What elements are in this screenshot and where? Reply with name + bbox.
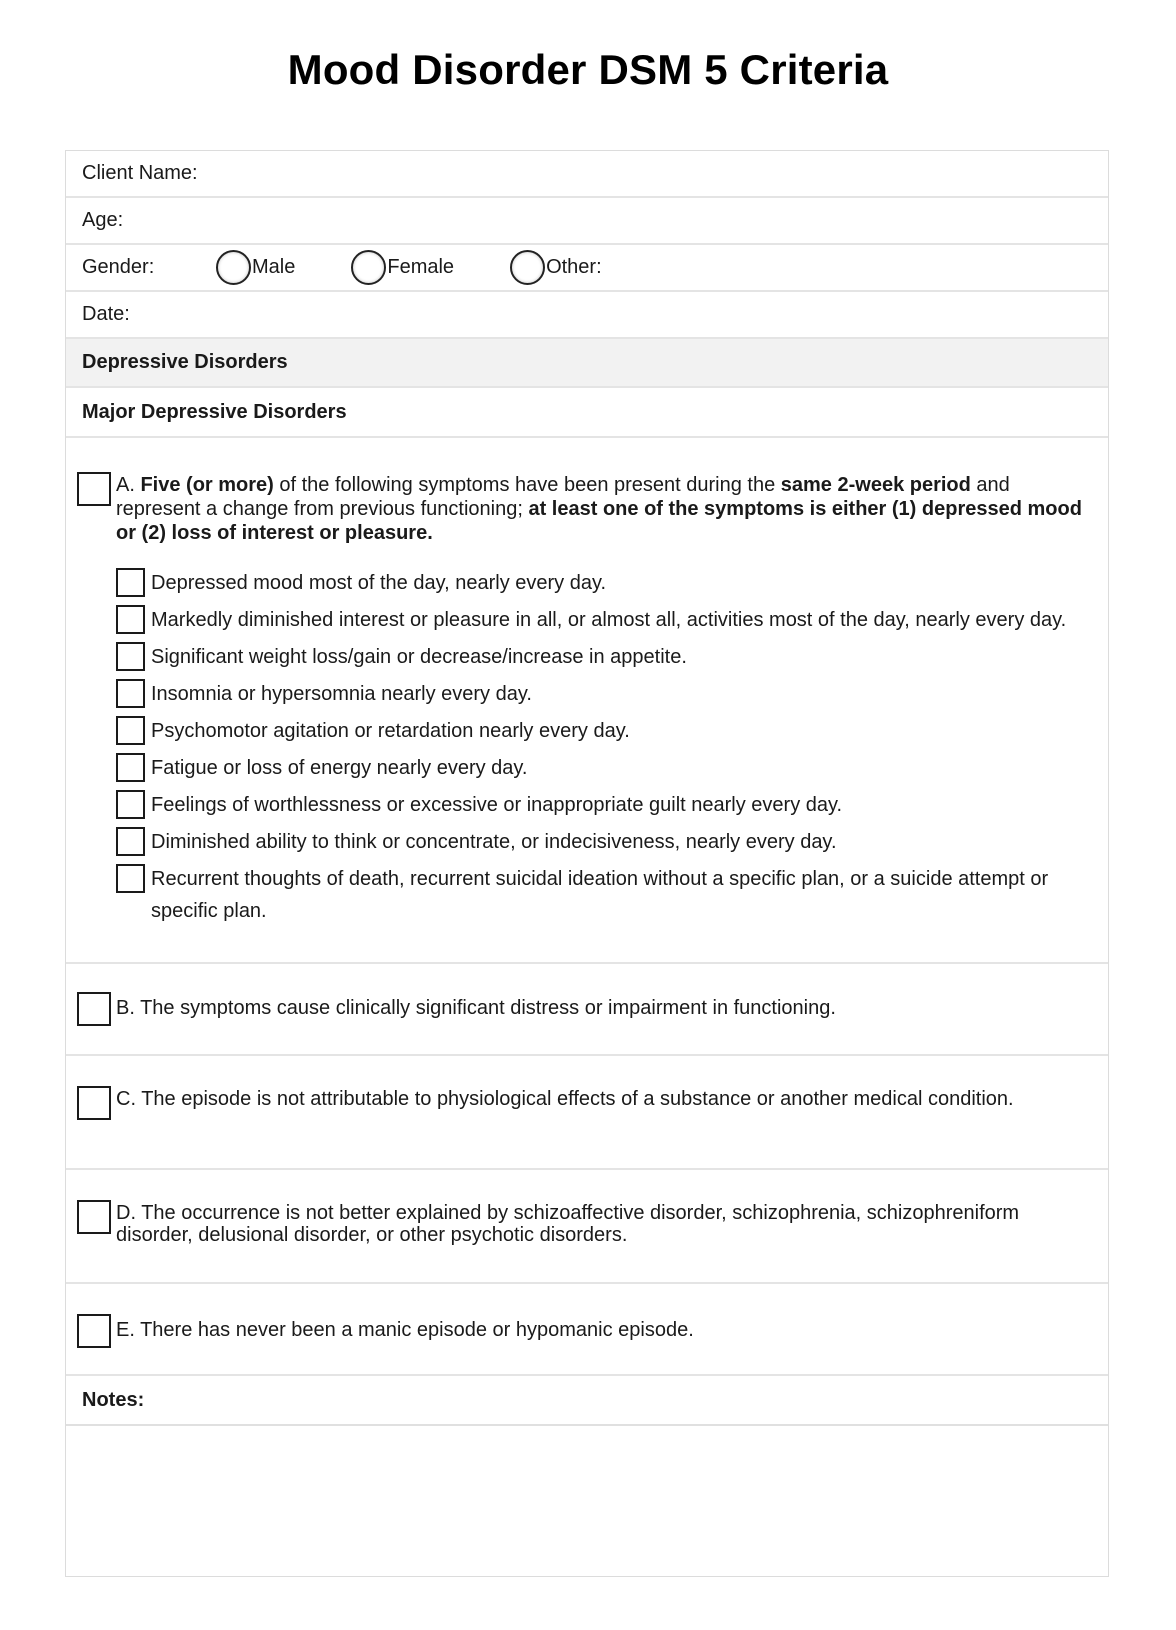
symptom-checkbox[interactable] [116,790,145,819]
criterion-b-checkbox[interactable] [77,992,111,1026]
notes-area[interactable] [66,1426,1108,1576]
criterion-b [66,964,1108,1056]
subsection-header [66,388,1108,438]
criterion-a [66,438,1108,964]
symptom-checkbox[interactable] [116,642,145,671]
criterion-c [66,1056,1108,1170]
symptom-item: Depressed mood most of the day, nearly every day. [116,567,1108,599]
symptom-checkbox[interactable] [116,716,145,745]
age-field[interactable] [66,198,1108,245]
date-field[interactable] [66,292,1108,339]
symptom-list [66,567,1108,927]
gender-option-label: Male [252,256,296,278]
gender-option-label: Female [387,256,455,278]
symptom-item: Fatigue or loss of energy nearly every day. [116,752,1108,784]
date-label: Date: [82,303,130,325]
section-title: Depressive Disorders [82,351,288,373]
gender-label: Gender: [82,256,155,278]
criterion-c-checkbox[interactable] [77,1086,111,1120]
symptom-checkbox[interactable] [116,568,145,597]
symptom-checkbox[interactable] [116,679,145,708]
client-name-field[interactable] [66,151,1108,198]
criterion-a-text: A. Five (or more) of the following symptoms have been present during the same 2-week period and represent a change from previous functioning; at least one of the symptoms is either (1) depressed mood or (2) loss of interest or pleasure. [116,474,1082,544]
radio-other[interactable] [510,250,545,285]
gender-option-label: Other: [546,256,602,278]
gender-option-female[interactable] [351,250,454,285]
subsection-title: Major Depressive Disorders [82,400,347,423]
criterion-c-text: C. The episode is not attributable to physiological effects of a substance or another medical condition. [116,1088,1014,1110]
notes-label: Notes: [82,1388,145,1411]
criterion-d-text: D. The occurrence is not better explained by schizoaffective disorder, schizophrenia, schizophreniform disorder, delusional disorder, or other psychotic disorders. [116,1202,1020,1246]
radio-female[interactable] [351,250,386,285]
notes-header [66,1376,1108,1426]
symptom-item: Diminished ability to think or concentrate, or indecisiveness, nearly every day. [116,826,1108,858]
symptom-checkbox[interactable] [116,827,145,856]
criterion-e-text: E. There has never been a manic episode or hypomanic episode. [116,1319,694,1341]
symptom-checkbox[interactable] [116,753,145,782]
symptom-checkbox[interactable] [116,605,145,634]
radio-male[interactable] [216,250,251,285]
gender-option-male[interactable] [216,250,295,285]
symptom-item: Psychomotor agitation or retardation nearly every day. [116,715,1108,747]
criterion-b-text: B. The symptoms cause clinically significant distress or impairment in functioning. [116,997,836,1019]
criterion-d [66,1170,1108,1284]
criterion-e [66,1284,1108,1376]
gender-field [66,245,1108,292]
criterion-a-checkbox[interactable] [77,472,111,506]
symptom-item: Feelings of worthlessness or excessive or inappropriate guilt nearly every day. [116,789,1108,821]
symptom-item: Significant weight loss/gain or decrease/increase in appetite. [116,641,1108,673]
symptom-item: Markedly diminished interest or pleasure in all, or almost all, activities most of the day, nearly every day. [116,604,1108,636]
criterion-d-checkbox[interactable] [77,1200,111,1234]
criteria-form [65,150,1109,1577]
gender-option-other[interactable] [510,250,602,285]
age-label: Age: [82,209,124,231]
page-title: Mood Disorder DSM 5 Criteria [287,46,889,93]
symptom-item: Recurrent thoughts of death, recurrent suicidal ideation without a specific plan, or a suicide attempt or specific plan. [116,863,1108,927]
client-name-label: Client Name: [82,162,198,184]
symptom-item: Insomnia or hypersomnia nearly every day. [116,678,1108,710]
section-header [66,339,1108,388]
criterion-e-checkbox[interactable] [77,1314,111,1348]
symptom-checkbox[interactable] [116,864,145,893]
